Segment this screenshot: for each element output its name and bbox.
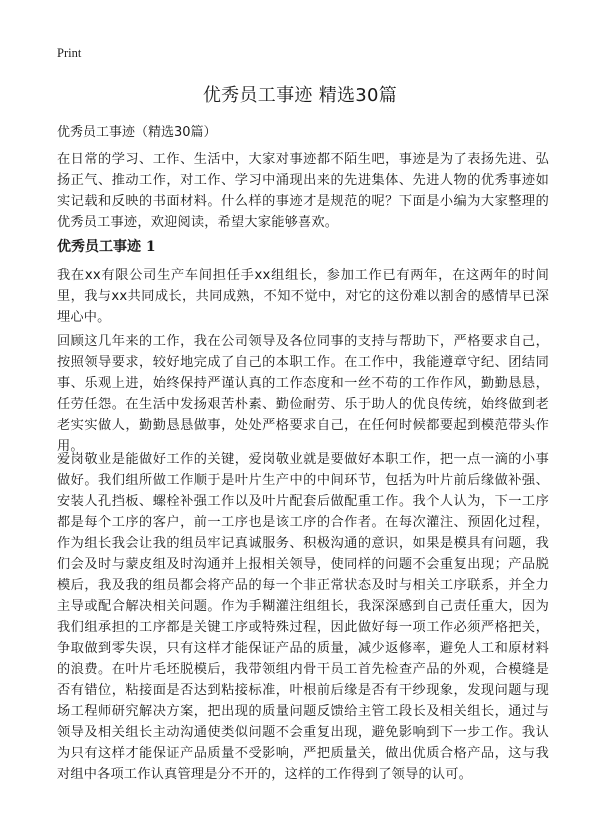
body-paragraph-2: 回顾这几年来的工作，我在公司领导及各位同事的支持与帮助下，严格要求自己，按照领导要求，较好地完成了自己的本职工作。在工作中，我能遵章守纪、团结同事、乐观上进，始终保持严谨认真的工作态度和一丝不苟的工作作风，勤勤恳恳，任劳任怨。在生活中发扬艰苦朴素、勤俭耐劳、乐于助人的优良传统，始终做到老老实实做人，勤勤恳恳做事，处处严格要求自己，在任何时候都要起到模范带头作用。: [57, 334, 549, 454]
intro-paragraph: 在日常的学习、工作、生活中，大家对事迹都不陌生吧，事迹是为了表扬先进、弘扬正气、推动工作，对工作、学习中涌现出来的先进集体、先进人物的优秀事迹如实记载和反映的书面材料。什么样的事迹才是规范的呢？下面是小编为大家整理的优秀员工事迹，欢迎阅读，希望大家能够喜欢。: [57, 152, 549, 230]
page-title: 优秀员工事迹 精选30篇: [202, 85, 398, 106]
body-paragraph-3: 爱岗敬业是能做好工作的关键，爱岗敬业就是要做好本职工作，把一点一滴的小事做好。我们组所做工作顺于是叶片生产中的中间环节，包括为叶片前后缘做补强、安装人孔挡板、螺栓补强工作以及叶片配套后做配重工作。我个人认为，下一工序都是每个工序的客户，前一工序也是该工序的合作者。在每次灌注、预固化过程，作为组长我会让我的组员牢记真诚服务、积极沟通的意识，如果是模具有问题，我们会及时与蒙皮组及时沟通并上报相关领导，使同样的问题不会重复出现；产品脱模后，我及我的组员都会将产品的每一个非正常状态及时与相关工序联系，并全力主导或配合解决相关问题。作为手糊灌注组组长，我深深感到自己责任重大，因为我们组承担的工序都是关键工序或特殊过程，因此做好每一项工作必须严格把关，争取做到零失误，只有这样才能保证产品的质量，减少返修率，避免人工和原材料的浪费。在叶片毛坯脱模后，我带领组内骨干员工首先检查产品的外观，合模缝是否有错位，粘接面是否达到粘接标准，叶根前后缘是否有干纱现象，发现问题与现场工程师研究解决方案，把出现的质量问题反馈给主管工段长及相关组长，通过与领导及相关组长主动沟通使类似问题不会重复出现，避免影响到下一步工作。我认为只有这样才能保证产品质量不受影响，严把质量关，做出优质合格产品，这与我对组中各项工作认真管理是分不开的，这样的工作得到了领导的认可。: [57, 452, 549, 782]
document-subtitle: 优秀员工事迹（精选30篇）: [57, 125, 217, 140]
body-paragraph-1: 我在xx有限公司生产车间担任手xx组组长，参加工作已有两年，在这两年的时间里，我与xx共同成长，共同成熟，不知不觉中，对它的这份难以割舍的感情早已深埋心中。: [57, 268, 549, 325]
section-heading: 优秀员工事迹 1: [57, 239, 156, 255]
print-link[interactable]: Print: [57, 46, 82, 60]
